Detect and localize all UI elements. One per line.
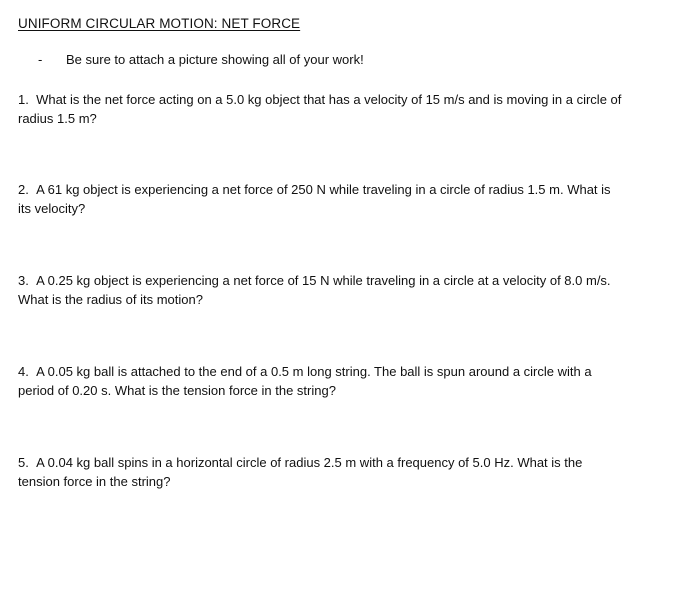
note-bullet: - (38, 52, 43, 67)
question-4-text: A 0.05 kg ball is attached to the end of a 0.5 m long string. The ball is spun around a circle with a (36, 364, 592, 379)
question-2-number: 2. (18, 182, 29, 197)
question-5-text: A 0.04 kg ball spins in a horizontal circle of radius 2.5 m with a frequency of 5.0 Hz. What is the (36, 455, 583, 470)
question-4-number: 4. (18, 364, 29, 379)
question-3-text: A 0.25 kg object is experiencing a net force of 15 N while traveling in a circle at a velocity of 8.0 m/s. (36, 273, 611, 288)
question-1-text: What is the net force acting on a 5.0 kg object that has a velocity of 15 m/s and is moving in a circle of (36, 92, 622, 107)
question-5 (18, 453, 668, 491)
question-3-line-2: What is the radius of its motion? (18, 292, 203, 307)
question-2 (18, 180, 668, 218)
question-4-line-1 (18, 362, 668, 381)
question-1-line-2: radius 1.5 m? (18, 111, 97, 126)
document-title: UNIFORM CIRCULAR MOTION: NET FORCE (18, 16, 301, 31)
question-1-number: 1. (18, 92, 29, 107)
question-1-line-1 (18, 90, 668, 109)
question-3-number: 3. (18, 273, 29, 288)
question-1 (18, 90, 668, 128)
question-4-line-2: period of 0.20 s. What is the tension force in the string? (18, 383, 336, 398)
instruction-note (38, 50, 364, 69)
question-2-text: A 61 kg object is experiencing a net force of 250 N while traveling in a circle of radius 1.5 m. What is (36, 182, 611, 197)
question-3-line-1 (18, 271, 668, 290)
question-2-line-2: its velocity? (18, 201, 86, 216)
question-2-line-1 (18, 180, 668, 199)
question-3 (18, 271, 668, 309)
question-4 (18, 362, 668, 400)
question-5-line-1 (18, 453, 668, 472)
note-text: Be sure to attach a picture showing all of your work! (66, 52, 364, 67)
question-5-line-2: tension force in the string? (18, 474, 171, 489)
question-5-number: 5. (18, 455, 29, 470)
